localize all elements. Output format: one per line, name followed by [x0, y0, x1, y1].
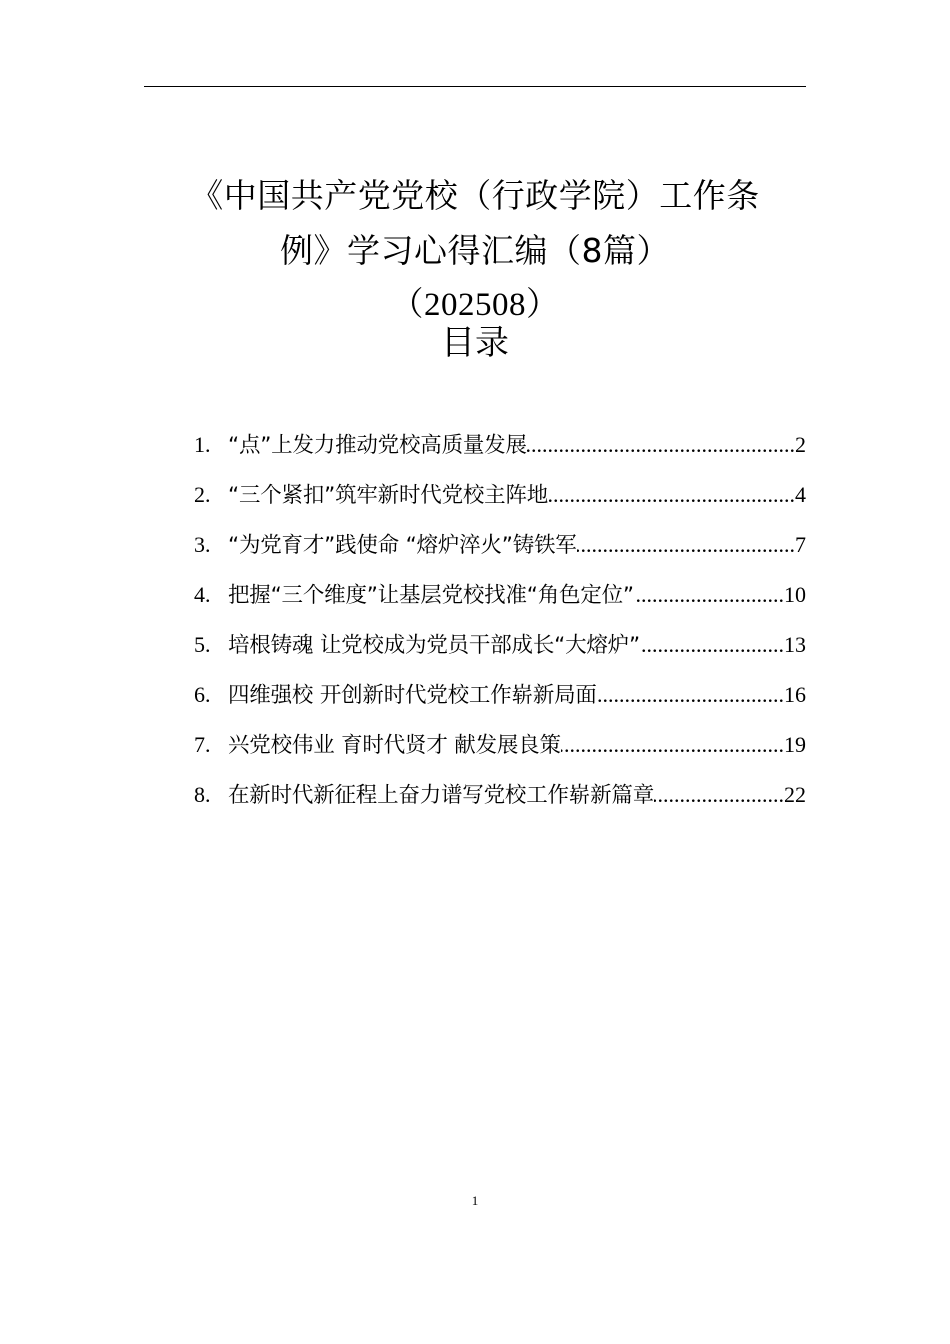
toc-entry-8[interactable] [194, 770, 806, 820]
toc-leader-dots [577, 520, 795, 570]
title-line-2: 例》学习心得汇编（8篇） [280, 231, 670, 270]
toc-leader-dots [640, 620, 784, 670]
toc-entry-number: 7. [194, 732, 211, 757]
toc-entry-title: “为党育才”践使命 “熔炉淬火”铸铁军 [228, 533, 577, 558]
toc-entry-6[interactable] [194, 670, 806, 720]
toc-entry-title: 培根铸魂 让党校成为党员干部成长“大熔炉” [228, 633, 640, 658]
toc-entry-page: 4 [795, 482, 806, 507]
toc-entry-title: 四维强校 开创新时代党校工作崭新局面 [228, 683, 597, 708]
toc-entry-5[interactable] [194, 620, 806, 670]
page-number: 1 [471, 1193, 479, 1208]
title-line-1: 《中国共产党党校（行政学院）工作条 [190, 176, 760, 215]
toc-entry-2[interactable] [194, 470, 806, 520]
toc-entry-number: 5. [194, 632, 211, 657]
table-of-contents [194, 420, 806, 820]
toc-entry-page: 16 [784, 682, 806, 707]
toc-entry-1[interactable] [194, 420, 806, 470]
toc-entry-number: 8. [194, 782, 211, 807]
toc-entry-number: 2. [194, 482, 211, 507]
toc-entry-title: 在新时代新征程上奋力谱写党校工作崭新篇章 [228, 783, 655, 808]
toc-entry-title: “点”上发力推动党校高质量发展 [228, 433, 527, 458]
toc-leader-dots [654, 770, 784, 820]
toc-leader-dots [561, 720, 784, 770]
toc-entry-3[interactable] [194, 520, 806, 570]
toc-entry-number: 4. [194, 582, 211, 607]
toc-entry-number: 1. [194, 432, 211, 457]
toc-entry-title: 把握“三个维度”让基层党校找准“角色定位” [228, 583, 634, 608]
toc-entry-page: 22 [784, 782, 806, 807]
toc-leader-dots [597, 670, 784, 720]
toc-entry-title: 兴党校伟业 育时代贤才 献发展良策 [228, 733, 561, 758]
toc-heading: 目录 [441, 323, 509, 363]
toc-leader-dots [527, 420, 795, 470]
toc-entry-page: 10 [784, 582, 806, 607]
toc-entry-page: 2 [795, 432, 806, 457]
toc-entry-page: 19 [784, 732, 806, 757]
toc-entry-page: 13 [784, 632, 806, 657]
toc-entry-7[interactable] [194, 720, 806, 770]
toc-leader-dots [548, 470, 795, 520]
toc-entry-title: “三个紧扣”筑牢新时代党校主阵地 [228, 483, 549, 508]
document-title [120, 168, 830, 333]
title-line-3: （202508） [390, 287, 560, 323]
toc-entry-number: 6. [194, 682, 211, 707]
toc-entry-page: 7 [795, 532, 806, 557]
toc-leader-dots [634, 570, 784, 620]
toc-entry-number: 3. [194, 532, 211, 557]
toc-entry-4[interactable] [194, 570, 806, 620]
header-rule [144, 86, 806, 87]
